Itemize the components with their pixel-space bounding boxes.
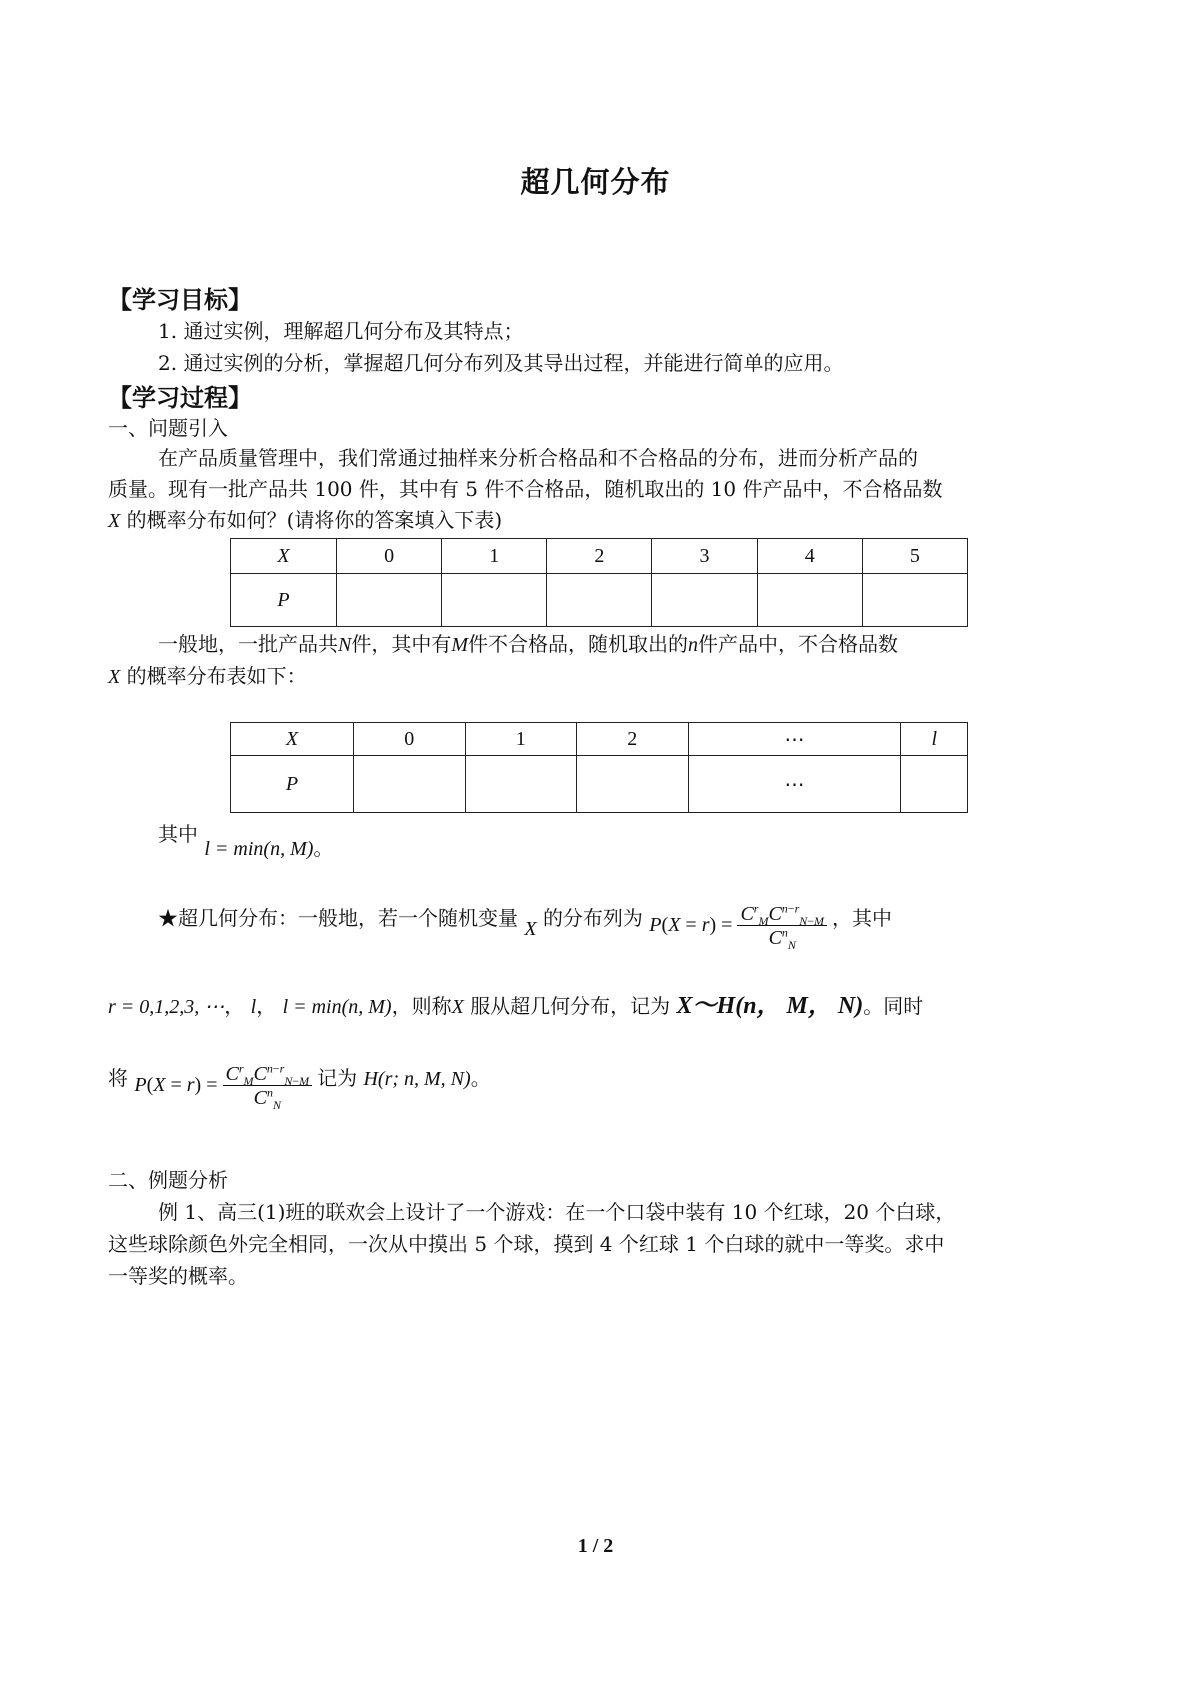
- hypergeometric-notation: X～H(n， M， N): [676, 993, 864, 1019]
- var-x: X: [524, 918, 537, 940]
- general-line-2: [108, 660, 307, 693]
- goal-item-2: 2. 通过实例的分析，掌握超几何分布列及其导出过程，并能进行简单的应用。: [158, 351, 844, 375]
- table2-p-label: P: [231, 756, 354, 813]
- definition-text: 。同时: [863, 994, 924, 1018]
- goal-item-1: 1. 通过实例，理解超几何分布及其特点；: [158, 319, 524, 343]
- definition-text: 服从超几何分布，记为: [470, 994, 671, 1018]
- definition-text: ★超几何分布：一般地，若一个随机变量: [158, 906, 518, 930]
- pmf-fraction: $\frac{C^r_MC^{n-r}_{N-M}}{C^n_N}$: [737, 904, 827, 948]
- table1-cell: 1: [442, 539, 547, 574]
- definition-text: ，其中: [832, 906, 893, 930]
- table2-cell: 1: [465, 723, 577, 756]
- distribution-table-2: [230, 722, 968, 813]
- var-n-upper: N: [338, 634, 352, 656]
- table2-cell: 0: [354, 723, 466, 756]
- pmf-fraction-2: $\frac{C^r_MC^{n-r}_{N-M}}{C^n_N}$: [223, 1064, 313, 1108]
- l-definition: l = min(n, M): [282, 996, 392, 1018]
- table1-cell: 0: [337, 539, 442, 574]
- general-text: 件不合格品，随机取出的: [468, 632, 689, 656]
- table1-p-cell[interactable]: [862, 574, 967, 627]
- definition-text: 记为: [317, 1066, 358, 1090]
- pmf-formula: P(X = r) = $\frac{C^r_MC^{n-r}_{N-M}}{C^n_N}$: [649, 914, 832, 936]
- definition-text: ，: [224, 994, 245, 1018]
- where-suffix: 。: [313, 836, 334, 860]
- table-row: [231, 574, 968, 627]
- table2-p-cell[interactable]: [354, 756, 466, 813]
- general-text: 一般地，一批产品共: [158, 632, 338, 656]
- example1-line-2: 这些球除颜色外完全相同，一次从中摸出 5 个球，摸到 4 个红球 1 个白球的就中一等奖。求中: [108, 1232, 945, 1256]
- r-range: r = 0,1,2,3, ⋯: [108, 996, 225, 1018]
- table2-cell: ⋯: [688, 723, 901, 756]
- table-row: [231, 539, 968, 574]
- general-text: 的概率分布表如下：: [126, 664, 307, 688]
- table2-p-cell[interactable]: [577, 756, 689, 813]
- intro-line-2: 质量。现有一批产品共 100 件，其中有 5 件不合格品，随机取出的 10 件产品中，不合格品数: [108, 477, 943, 501]
- var-x: X: [108, 510, 121, 532]
- table1-cell: 3: [652, 539, 757, 574]
- page-number: 1 / 2: [577, 1535, 614, 1557]
- definition-text: 将: [108, 1066, 128, 1090]
- example-heading: 二、例题分析: [108, 1168, 228, 1192]
- table-row: [231, 723, 968, 756]
- h-notation: H(r; n, M, N): [363, 1068, 471, 1090]
- table1-p-cell[interactable]: [442, 574, 547, 627]
- where-prefix: 其中: [158, 822, 198, 846]
- distribution-table-1: [230, 538, 968, 627]
- var-n-lower: n: [688, 634, 699, 656]
- goals-heading: 【学习目标】: [108, 286, 252, 314]
- definition-line-2: [108, 990, 923, 1023]
- table2-cell: l: [901, 723, 968, 756]
- table1-cell: 4: [757, 539, 862, 574]
- table2-p-cell[interactable]: [465, 756, 577, 813]
- table2-p-cell[interactable]: [901, 756, 968, 813]
- pmf-formula-2: P(X = r) = $\frac{C^r_MC^{n-r}_{N-M}}{C^n_N}$: [134, 1074, 317, 1096]
- page-title: 超几何分布: [520, 165, 671, 199]
- table1-p-cell[interactable]: [547, 574, 652, 627]
- where-line: [158, 818, 334, 860]
- general-line-1: [158, 628, 898, 661]
- var-x: X: [108, 666, 121, 688]
- general-text: 件，其中有: [351, 632, 452, 656]
- intro-heading: 一、问题引入: [108, 416, 228, 440]
- process-heading: 【学习过程】: [108, 384, 252, 412]
- definition-text: ，: [256, 994, 277, 1018]
- var-l: l: [250, 996, 257, 1018]
- table2-p-cell: ⋯: [688, 756, 901, 813]
- definition-text: 的分布列为: [542, 906, 643, 930]
- example1-line-3: 一等奖的概率。: [108, 1264, 248, 1288]
- intro-line-1: 在产品质量管理中，我们常通过抽样来分析合格品和不合格品的分布，进而分析产品的: [158, 446, 918, 470]
- table1-p-cell[interactable]: [757, 574, 862, 627]
- table2-x-label: X: [231, 723, 354, 756]
- definition-text: 。: [470, 1066, 491, 1090]
- definition-text: ，则称: [391, 994, 452, 1018]
- var-m: M: [451, 634, 469, 656]
- definition-line-1: [158, 898, 893, 953]
- var-x: X: [451, 996, 464, 1018]
- table1-cell: 5: [862, 539, 967, 574]
- table1-x-label: X: [231, 539, 337, 574]
- general-text: 件产品中，不合格品数: [698, 632, 899, 656]
- l-definition-formula: l = min(n, M): [204, 838, 314, 860]
- table1-cell: 2: [547, 539, 652, 574]
- example1-line-1: 例 1、高三(1)班的联欢会上设计了一个游戏：在一个口袋中装有 10 个红球，20 个白球，: [158, 1200, 956, 1224]
- table1-p-cell[interactable]: [337, 574, 442, 627]
- intro-line-3-text: 的概率分布如何？(请将你的答案填入下表): [126, 508, 503, 532]
- table2-cell: 2: [577, 723, 689, 756]
- table1-p-label: P: [231, 574, 337, 627]
- table1-p-cell[interactable]: [652, 574, 757, 627]
- definition-line-3: [108, 1058, 491, 1113]
- table-row: [231, 756, 968, 813]
- intro-line-3: [108, 504, 502, 537]
